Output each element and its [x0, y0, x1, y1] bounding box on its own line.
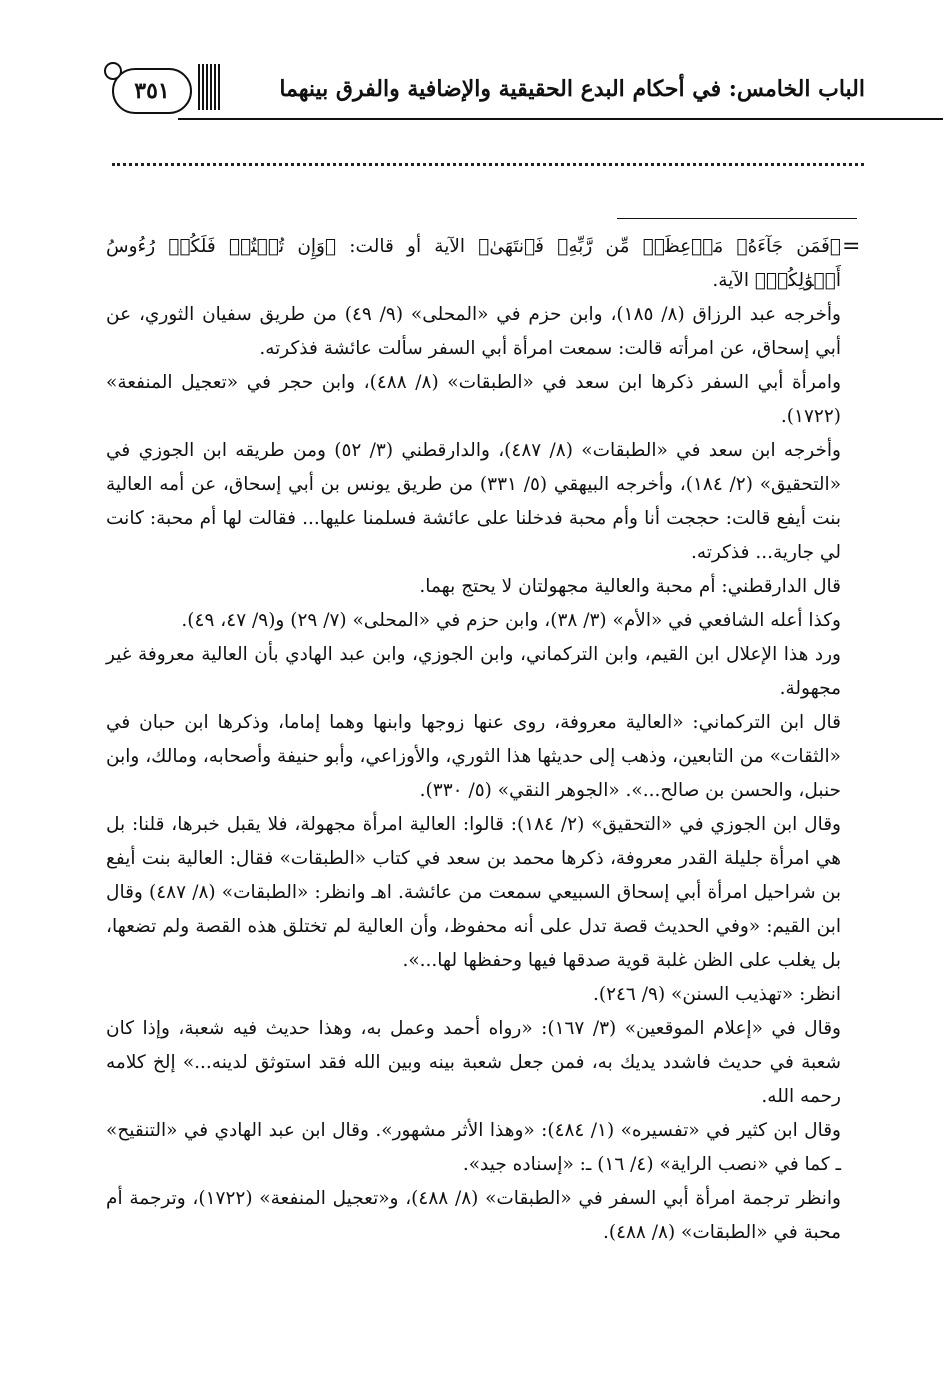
footnote-paragraph: وكذا أعله الشافعي في «الأم» (٣/ ٣٨)، وابن حزم في «المحلى» (٧/ ٢٩) و(٩/ ٤٧، ٤٩). [181, 610, 841, 631]
footnote-paragraph: انظر: «تهذيب السنن» (٩/ ٢٤٦). [592, 984, 841, 1005]
footnote-rule [617, 218, 857, 219]
footnote-paragraph: وانظر ترجمة امرأة أبي السفر في «الطبقات» (٨/ ٤٨٨)، و«تعجيل المنفعة» (١٧٢٢)، وترجمة أم محبة في «الطبقات» (٨/ ٤٨٨). [106, 1188, 841, 1243]
footnote-paragraph: وأخرجه ابن سعد في «الطبقات» (٨/ ٤٨٧)، والدارقطني (٣/ ٥٢) ومن طريقه ابن الجوزي في «التحقيق» (٢/ ١٨٤)، وأخرجه البيهقي (٥/ ٣٣١) من طريق يونس بن أبي إسحاق، عن أمه العالية بنت أيفع قالت: حججت أنا وأم محبة فدخلنا على عائشة فسلمنا عليها... فقالت لها أم محبة: كانت لي جارية... فذكرته. [106, 440, 842, 563]
running-title: الباب الخامس: في أحكام البدع الحقيقية والإضافية والفرق بينهما [279, 76, 865, 102]
footnote-paragraph: ورد هذا الإعلال ابن القيم، وابن التركماني، وابن الجوزي، وابن عبد الهادي بأن العالية معروفة غير مجهولة. [106, 644, 841, 699]
footnote-paragraph: قال الدارقطني: أم محبة والعالية مجهولتان لا يحتج بهما. [419, 576, 841, 597]
continuation-mark: = [842, 234, 861, 259]
footnote-paragraph: وقال ابن الجوزي في «التحقيق» (٢/ ١٨٤): قالوا: العالية امرأة مجهولة، فلا يقبل خبرها، قلنا: بل هي امرأة جليلة القدر معروفة، ذكرها محمد بن سعد في كتاب «الطبقات» فقال: العالية بنت أيفع بن شراحيل امرأة أبي إسحاق السبيعي سمعت من عائشة. اهـ وانظر: «الطبقات» (٨/ ٤٨٧) وقال ابن القيم: «وفي الحديث قصة تدل على أنه محفوظ، وأن العالية لم تختلق هذه القصة ولم تضعها، بل يغلب على الظن غلبة قوية صدقها فيها وحفظها لها...». [106, 814, 841, 971]
header-ornament-bars [198, 64, 220, 110]
page-number: ٣٥١ [112, 68, 192, 114]
footnote-body [106, 230, 841, 1250]
footnote-paragraph: وأخرجه عبد الرزاق (٨/ ١٨٥)، وابن حزم في «المحلى» (٩/ ٤٩) من طريق سفيان الثوري، عن أبي إسحاق، عن امرأته قالت: سمعت امرأة أبي السفر سألت عائشة فذكرته. [106, 304, 841, 359]
footnote-paragraph: وقال في «إعلام الموقعين» (٣/ ١٦٧): «رواه أحمد وعمل به، وهذا حديث فيه شعبة، وإذا كان شعبة في حديث فاشدد يديك به، فمن جعل شعبة بينه وبين الله فقد استوثق لدينه...» إلخ كلامه رحمه الله. [106, 1018, 841, 1107]
footnote-paragraph: قال ابن التركماني: «العالية معروفة، روى عنها زوجها وابنها وهما إماما، وذكرها ابن حبان في «الثقات» من التابعين، وذهب إلى حديثها هذا الثوري، والأوزاعي، وأبو حنيفة وأصحابه، ومالك، وابن حنبل، والحسن بن صالح...». «الجوهر النقي» (٥/ ٣٣٠). [106, 712, 841, 801]
page-header [100, 62, 865, 124]
header-rule [178, 118, 943, 120]
footnote-paragraph: وامرأة أبي السفر ذكرها ابن سعد في «الطبقات» (٨/ ٤٨٨)، وابن حجر في «تعجيل المنفعة» (١٧٢٢). [106, 372, 842, 427]
footnote-paragraph: وقال ابن كثير في «تفسيره» (١/ ٤٨٤): «وهذا الأثر مشهور». وقال ابن عبد الهادي في «التنقيح» ـ كما في «نصب الراية» (٤/ ١٦) ـ: «إسناده جيد». [106, 1120, 841, 1175]
footnote-paragraph: ﴿فَمَن جَآءَهُۥ مَوۡعِظَةٞ مِّن رَّبِّهِۦ فَٱنتَهَىٰ﴾ الآية أو قالت: ﴿وَإِن تُبۡتُمۡ فَلَكُمۡ رُءُوسُ أَمۡوَٰلِكُمۡ﴾ الآية. [106, 236, 841, 291]
dotted-separator [112, 163, 864, 166]
